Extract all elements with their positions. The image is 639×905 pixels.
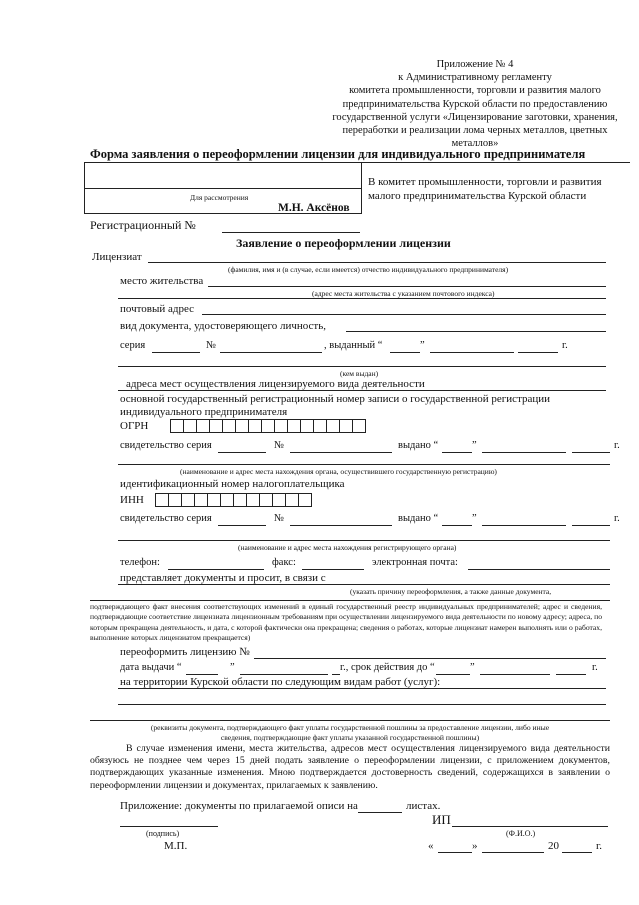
addressee-line: малого предпринимательства Курской области: [368, 190, 587, 202]
residence-label: место жительства: [120, 275, 204, 287]
sheets-label: листах.: [406, 800, 441, 812]
tax-authority-note: (наименование и адрес места нахождения регистрирующего органа): [238, 543, 457, 552]
sheets-count-line[interactable]: [358, 812, 402, 813]
fee-note-line: сведения, подтверждающие факт уплаты указанной государственной пошлины): [220, 733, 480, 742]
id-doc-label: вид документа, удостоверяющего личность,: [120, 320, 326, 332]
validity-label: г., срок действия до “: [340, 662, 435, 673]
licensee-line[interactable]: [148, 262, 606, 263]
phone-label: телефон:: [120, 557, 160, 568]
reg-number-label: Регистрационный №: [90, 218, 196, 232]
year-line[interactable]: [518, 352, 558, 353]
month-line[interactable]: [482, 852, 544, 853]
fee-note-line: (реквизиты документа, подтверждающего факт уплаты государственной пошлины за предоставление лицензии, либо иные: [150, 723, 550, 732]
issue-date-label: дата выдачи “: [120, 662, 182, 673]
ogrn-text: основной государственный регистрационный номер записи о государственной регистрации: [120, 393, 551, 405]
divider: [84, 188, 362, 189]
year-line[interactable]: [556, 674, 586, 675]
year-g: г.: [592, 662, 598, 673]
month-line[interactable]: [482, 525, 566, 526]
ip-label: ИП: [432, 812, 451, 827]
fee-line[interactable]: [90, 720, 610, 721]
cert-number-line[interactable]: [290, 525, 392, 526]
submits-label: представляет документы и просит, в связи с: [120, 572, 326, 584]
number-line[interactable]: [220, 352, 322, 353]
stamp-label: М.П.: [164, 840, 188, 852]
issued-label: выдано “: [398, 513, 439, 524]
appendix-line: государственной услуги «Лицензирование заготовки, хранения,: [332, 111, 618, 123]
fio-line[interactable]: [452, 826, 608, 827]
works-line[interactable]: [118, 688, 606, 689]
year-line[interactable]: [332, 674, 340, 675]
appendix-header: [310, 58, 639, 150]
residence-line[interactable]: [208, 286, 606, 287]
appendix-line: переработки и реализации лома черных металлов, цветных: [342, 125, 608, 137]
day-line[interactable]: [186, 674, 218, 675]
reason-paragraph: подтверждающего факт внесения соответствующих изменений в единый государственный реестр индивидуальных предпринимателей; адрес и сведения, подтверждающие соответствие лицензиата лицензионным требованиям при осуществлении лицензируемого вида деятельности по новому адресу; адреса, по которым прекращена деятельность, и дата, с которой фактически она прекращена; сведения о работах, которые лицензиат намерен выполнять или о работах, выполнение которых лицензиатом прекращается): [90, 602, 602, 643]
id-doc-line[interactable]: [346, 331, 606, 332]
reason-line[interactable]: [90, 600, 610, 601]
day-line[interactable]: [438, 852, 472, 853]
year-g: г.: [562, 340, 568, 351]
date-open: «: [428, 840, 434, 852]
series-label: серия: [120, 340, 146, 351]
obligation-paragraph: В случае изменения имени, места жительства, адресов мест осуществления лицензируемого вида деятельности обязуюсь не позднее чем через 15 дней подать заявление о переоформлении лицензии, с приложением документов, подтверждающих указанные изменения. Мною подтверждается достоверность сведений, содержащихся в заявлении о переоформлении лицензии и документах, прилагаемых к заявлению.: [90, 743, 610, 791]
month-line[interactable]: [430, 352, 514, 353]
licensee-note: (фамилия, имя и (в случае, если имеется) отчество индивидуального предпринимателя): [228, 265, 509, 274]
number-label: №: [206, 340, 217, 351]
reissue-label: переоформить лицензию №: [120, 646, 250, 658]
issued-by-note: (кем выдан): [340, 369, 379, 378]
appendix-line: к Административному регламенту: [398, 72, 552, 84]
phone-line[interactable]: [168, 569, 264, 570]
day-line[interactable]: [442, 452, 472, 453]
year-prefix: 20: [548, 840, 559, 852]
email-line[interactable]: [468, 569, 610, 570]
cert-series-line[interactable]: [218, 452, 266, 453]
issued-by-line[interactable]: [118, 366, 606, 367]
reissue-line[interactable]: [254, 658, 606, 659]
statement-title: Заявление о переоформлении лицензии: [236, 236, 451, 250]
ogrn-label: ОГРН: [120, 420, 149, 432]
day-line[interactable]: [442, 525, 472, 526]
signature-note: (подпись): [146, 829, 180, 838]
series-line[interactable]: [152, 352, 200, 353]
year-g: г.: [614, 513, 620, 524]
cert-number-line[interactable]: [290, 452, 392, 453]
attachment-label: Приложение: документы по прилагаемой описи на: [120, 800, 358, 812]
cert-series-label: свидетельство серия: [120, 440, 212, 451]
signature-line[interactable]: [120, 826, 218, 827]
signer-name: М.Н. Аксёнов: [278, 202, 350, 214]
activity-line[interactable]: [118, 390, 606, 391]
for-review-label: Для рассмотрения: [190, 193, 249, 202]
email-label: электронная почта:: [372, 557, 458, 568]
inn-label: ИНН: [120, 494, 144, 506]
postal-line[interactable]: [202, 314, 606, 315]
reason-line[interactable]: [118, 584, 610, 585]
year-g: г.: [614, 440, 620, 451]
quote-close: ”: [472, 513, 477, 524]
reg-authority-note: (наименование и адрес места нахождения органа, осуществившего государственную регистрацию): [180, 467, 497, 476]
appendix-line: комитета промышленности, торговли и развития малого: [349, 85, 601, 97]
year-suffix: г.: [596, 840, 603, 852]
residence-note: (адрес места жительства с указанием почтового индекса): [312, 289, 495, 298]
quote-close: ”: [470, 662, 475, 673]
inn-title: идентификационный номер налогоплательщика: [120, 478, 345, 490]
fax-label: факс:: [272, 557, 296, 568]
year-line[interactable]: [572, 452, 610, 453]
month-line[interactable]: [240, 674, 328, 675]
day-line[interactable]: [390, 352, 420, 353]
ogrn-text: индивидуального предпринимателя: [120, 406, 288, 418]
quote-close: ”: [230, 662, 235, 673]
licensee-label: Лицензиат: [92, 251, 142, 263]
addressee-line: В комитет промышленности, торговли и развития: [368, 176, 602, 188]
issued-label: , выданный “: [324, 340, 383, 351]
month-line[interactable]: [480, 674, 550, 675]
postal-label: почтовый адрес: [120, 303, 195, 315]
year-line[interactable]: [572, 525, 610, 526]
quote-close: ”: [472, 440, 477, 451]
fee-note: [90, 723, 610, 743]
quote-close: ”: [420, 340, 425, 351]
territory-label: на территории Курской области по следующим видам работ (услуг):: [120, 676, 441, 688]
issued-label: выдано “: [398, 440, 439, 451]
month-line[interactable]: [482, 452, 566, 453]
day-line[interactable]: [436, 674, 470, 675]
appendix-line: металлов»: [451, 138, 499, 150]
works-line[interactable]: [118, 704, 606, 705]
date-close: »: [472, 840, 478, 852]
tax-authority-line[interactable]: [118, 540, 610, 541]
number-label: №: [274, 513, 285, 524]
form-title: Форма заявления о переоформлении лицензии для индивидуального предпринимателя: [90, 147, 586, 161]
number-label: №: [274, 440, 285, 451]
ogrn-cells[interactable]: [171, 419, 366, 433]
reg-number-line[interactable]: [222, 232, 360, 233]
reason-note: (указать причину переоформления, а также данные документа,: [350, 587, 552, 596]
residence-line[interactable]: [118, 298, 606, 299]
activity-addresses-label: адреса мест осуществления лицензируемого вида деятельности: [126, 378, 425, 390]
fio-note: (Ф.И.О.): [506, 829, 536, 838]
cert-series-line[interactable]: [218, 525, 266, 526]
inn-cells[interactable]: [156, 493, 312, 507]
reg-authority-line[interactable]: [118, 464, 610, 465]
cert-series-label: свидетельство серия: [120, 513, 212, 524]
appendix-line: предпринимательства Курской области по предоставлению: [342, 98, 608, 110]
fax-line[interactable]: [302, 569, 364, 570]
appendix-line: Приложение № 4: [436, 59, 514, 70]
year-line[interactable]: [562, 852, 592, 853]
